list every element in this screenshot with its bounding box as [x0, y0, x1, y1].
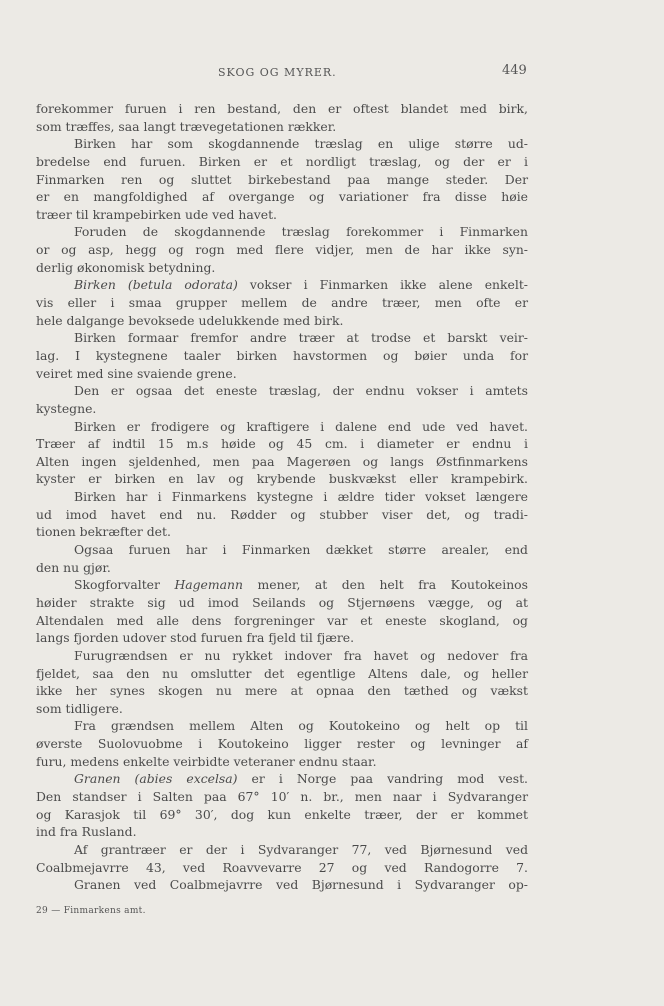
text-line: Træer af indtil 15 m.s høide og 45 cm. i diameter er endnu i: [36, 436, 528, 452]
text-segment: Skogforvalter: [74, 577, 175, 593]
text-line: Af grantræer er der i Sydvaranger 77, ved Bjørnesund ved: [74, 841, 528, 857]
text-line: Granen ved Coalbmejavrre ved Bjørnesund i Sydvaranger op-: [74, 877, 528, 893]
text-line: Ogsaa furuen har i Finmarken dækket større arealer, end: [74, 542, 528, 558]
text-line: Birken er frodigere og kraftigere i dalene end ude ved havet.: [74, 418, 528, 434]
text-line: ud imod havet end nu. Rødder og stubber viser det, og tradi-: [36, 506, 528, 522]
text-line: [36, 770, 528, 788]
text-line: træer til krampebirken ude ved havet.: [36, 206, 278, 222]
text-line: bredelse end furuen. Birken er et nordligt træslag, og der er i: [36, 153, 528, 169]
text-line: som træffes, saa langt trævegetationen rækker.: [36, 118, 337, 134]
text-line: [36, 576, 528, 594]
text-line: Birken har som skogdannende træslag en ulige større ud-: [74, 136, 528, 152]
text-line: [36, 276, 528, 294]
page-number: 449: [502, 63, 527, 78]
text-line: Birken har i Finmarkens kystegne i ældre tider vokset længere: [74, 489, 528, 505]
text-line: Furugrændsen er nu rykket indover fra havet og nedover fra: [74, 647, 528, 663]
text-line: Altendalen med alle dens forgreninger var et eneste skogland, og: [36, 612, 528, 628]
text-line: fjeldet, saa den nu omslutter det egentlige Altens dale, og heller: [36, 665, 528, 681]
text-line: Alten ingen sjeldenhed, men paa Magerøen og langs Østfinmarkens: [36, 453, 528, 469]
italic-term: Granen (abies excelsa): [74, 771, 238, 787]
text-line: Finmarken ren og sluttet birkebestand paa mange steder. Der: [36, 171, 528, 187]
text-segment: er i Norge paa vandring mod vest.: [237, 771, 528, 787]
text-line: furu, medens enkelte veirbidte veteraner endnu staar.: [36, 753, 377, 769]
text-line: Den standser i Salten paa 67° 10′ n. br., men naar i Sydvaranger: [36, 788, 528, 804]
text-line: den nu gjør.: [36, 559, 111, 575]
text-line: hele dalgange bevoksede udelukkende med birk.: [36, 312, 344, 328]
printer-signature: [36, 906, 146, 916]
text-line: Foruden de skogdannende træslag forekommer i Finmarken: [74, 224, 528, 240]
text-line: ind fra Rusland.: [36, 824, 137, 840]
text-line: lag. I kystegnene taaler birken havstormen og bøier unda for: [36, 347, 528, 363]
italic-term: Hagemann: [174, 577, 243, 593]
text-line: kyster er birken en lav og krybende buskvækst eller krampebirk.: [36, 471, 528, 487]
text-line: Den er ogsaa det eneste træslag, der endnu vokser i amtets: [74, 383, 528, 399]
text-line: tionen bekræfter det.: [36, 524, 171, 540]
text-segment: mener, at den helt fra Koutokeinos: [243, 577, 528, 593]
text-line: langs fjorden udover stod furuen fra fjeld til fjære.: [36, 630, 355, 646]
text-line: høider strakte sig ud imod Seilands og Stjernøens vægge, og at: [36, 594, 528, 610]
text-line: Birken formaar fremfor andre træer at trodse et barskt veir-: [74, 330, 528, 346]
italic-term: Birken (betula odorata): [74, 277, 238, 293]
text-line: Fra grændsen mellem Alten og Koutokeino og helt op til: [74, 718, 528, 734]
text-segment: vokser i Finmarken ikke alene enkelt-: [237, 277, 528, 293]
signature-number: 29: [36, 906, 49, 916]
text-line: og Karasjok til 69° 30′, dog kun enkelte træer, der er kommet: [36, 806, 528, 822]
text-line: or og asp, hegg og rogn med flere vidjer, men de har ikke syn-: [36, 242, 528, 258]
text-line: ikke her synes skogen nu mere at opnaa den tæthed og vækst: [36, 683, 528, 699]
text-line: vis eller i smaa grupper mellem de andre træer, men ofte er: [36, 295, 528, 311]
text-line: er en mangfoldighed af overgange og variationer fra disse høie: [36, 189, 528, 205]
running-head: [0, 63, 664, 84]
signature-text: — Finmarkens amt.: [51, 906, 146, 916]
text-line: veiret med sine svaiende grene.: [36, 365, 237, 381]
text-line: kystegne.: [36, 400, 97, 416]
text-line: øverste Suolovuobme i Koutokeino ligger rester og levninger af: [36, 736, 528, 752]
text-line: som tidligere.: [36, 700, 123, 716]
text-line: Coalbmejavrre 43, ved Roavvevarre 27 og ved Randogorre 7.: [36, 859, 528, 875]
running-title: SKOG OG MYRER.: [218, 66, 337, 79]
body-text: [36, 100, 528, 894]
text-line: derlig økonomisk betydning.: [36, 259, 216, 275]
text-line: forekommer furuen i ren bestand, den er oftest blandet med birk,: [36, 101, 528, 116]
